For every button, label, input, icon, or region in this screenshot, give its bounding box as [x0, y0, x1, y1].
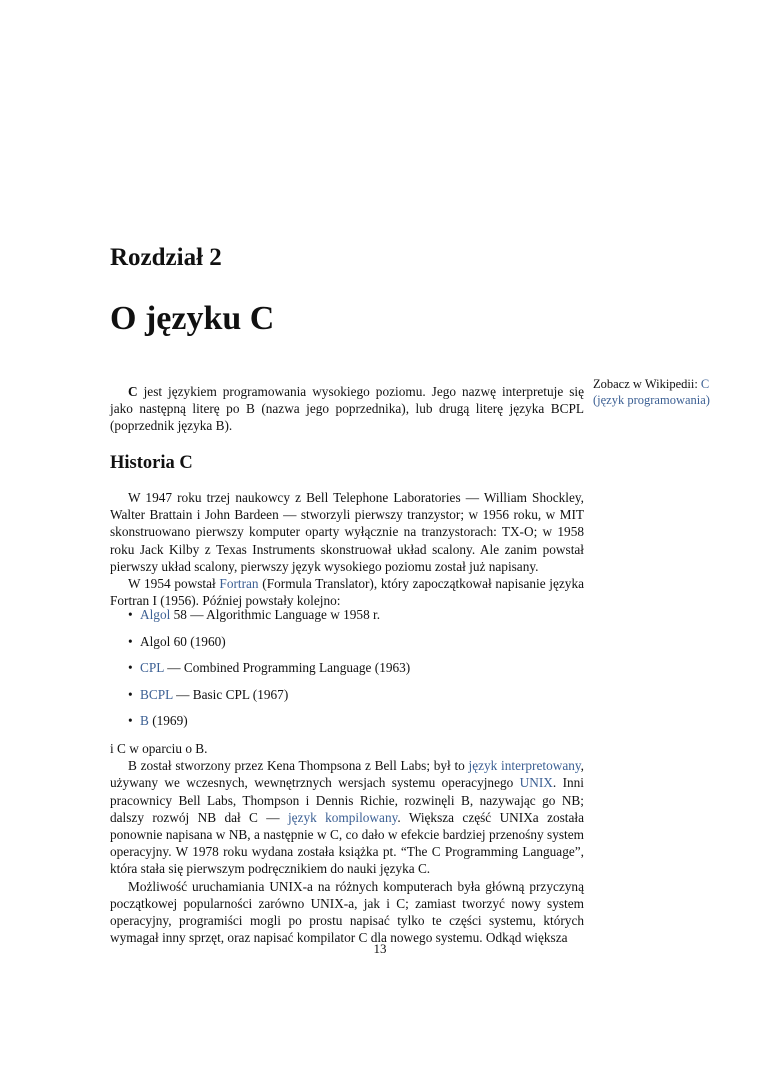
bullet-icon: • [128, 713, 133, 728]
paragraph-history-1: W 1947 roku trzej naukowcy z Bell Telephone Laboratories — William Shockley, Walter Brattain i John Bardeen — stworzyli pierwszy tranzystor; w 1956 roku, w MIT skonstruowano pierwszy komputer oparty wyłącznie na tranzystorach: TX-O; w 1958 roku Jack Kilby z Texas Instruments skonstruował układ scalony. Ale zanim powstał pierwszy układ scalony, pierwszy język wysokiego poziomu został już napisany. [110, 490, 584, 574]
paragraph-history-3: B został stworzony przez Kena Thompsona z Bell Labs; był to język interpretowany, używany we wczesnych, wewnętrznych wersjach systemu operacyjnego UNIX. Inni pracownicy Bell Labs, Thompson i Dennis Richie, rozwinęli B, nazywając go NB; dalszy rozwój NB dał C — język kompilowany. Większa część UNIXa została ponownie napisana w NB, a następnie w C, co dało w efekcie bardziej przenośny system operacyjny. W 1978 roku wydana została książka pt. “The C Programming Language”, która stała się pierwszym podręcznikiem do nauki języka C. [110, 758, 584, 877]
bullet-icon: • [128, 660, 133, 675]
list-item-text: — Basic CPL (1967) [172, 686, 289, 702]
bullet-icon: • [128, 607, 133, 622]
language-list-wrap [110, 606, 584, 739]
sidenote-prefix: Zobacz w Wikipedii: [593, 377, 701, 391]
paragraph-history-4: Możliwość uruchamiania UNIX-a na różnych komputerach była główną przyczyną początkowej popularności zarówno UNIX-a, jak i C; zamiast tworzyć nowy system operacyjny, programiści mogli po prostu napisać tylko te części systemu, których wymagał inny sprzęt, oraz napisać kompilator C dla nowego systemu. Odkąd większa [110, 878, 584, 946]
paragraph-history-2: W 1954 powstał Fortran (Formula Translator), który zapoczątkował napisanie języka Fortran I (1956). Później powstały kolejno: [110, 576, 585, 609]
compiled-language-link[interactable]: język kompilowany [287, 809, 398, 825]
list-item-link[interactable]: B [140, 713, 149, 728]
list-item-text: 58 — Algorithmic Language w 1958 r. [170, 607, 381, 622]
language-list [110, 606, 584, 739]
unix-link[interactable]: UNIX [519, 775, 553, 791]
bullet-icon: • [128, 686, 133, 702]
list-item [110, 659, 584, 686]
intro-paragraph [110, 383, 584, 435]
list-item-link[interactable]: BCPL [140, 686, 173, 702]
list-item-text: Algol 60 (1960) [140, 633, 226, 649]
intro-bold-c: C [128, 384, 138, 399]
intro-text: jest językiem programowania wysokiego poziomu. Jego nazwę interpretuje się jako następną literę po B (nazwa jego poprzednika), lub drugą literę języka BCPL (poprzednik języka B). [110, 384, 584, 434]
list-item-text: (1969) [148, 713, 188, 728]
wikipedia-link[interactable]: C (język programowania) [593, 377, 710, 407]
after-list-text: i C w oparciu o B. [110, 741, 208, 756]
interpreted-language-link[interactable]: język interpretowany [468, 758, 581, 774]
bullet-icon: • [128, 633, 133, 649]
wikipedia-sidenote [593, 376, 743, 408]
section-heading: Historia C [110, 453, 193, 473]
list-item-link[interactable]: CPL [140, 660, 164, 675]
page-number: 13 [373, 941, 387, 956]
body-bottom [110, 740, 584, 946]
list-item-text: — Combined Programming Language (1963) [163, 660, 411, 675]
list-item-link[interactable]: Algol [140, 607, 171, 622]
chapter-label: Rozdział 2 [110, 244, 222, 271]
list-item [110, 712, 584, 739]
list-item [110, 606, 584, 633]
list-item [110, 633, 584, 660]
list-item [110, 686, 584, 713]
chapter-title: O języku C [110, 300, 275, 337]
body-top [110, 489, 584, 609]
section-heading-wrap [110, 455, 584, 472]
fortran-link[interactable]: Fortran [219, 576, 259, 592]
